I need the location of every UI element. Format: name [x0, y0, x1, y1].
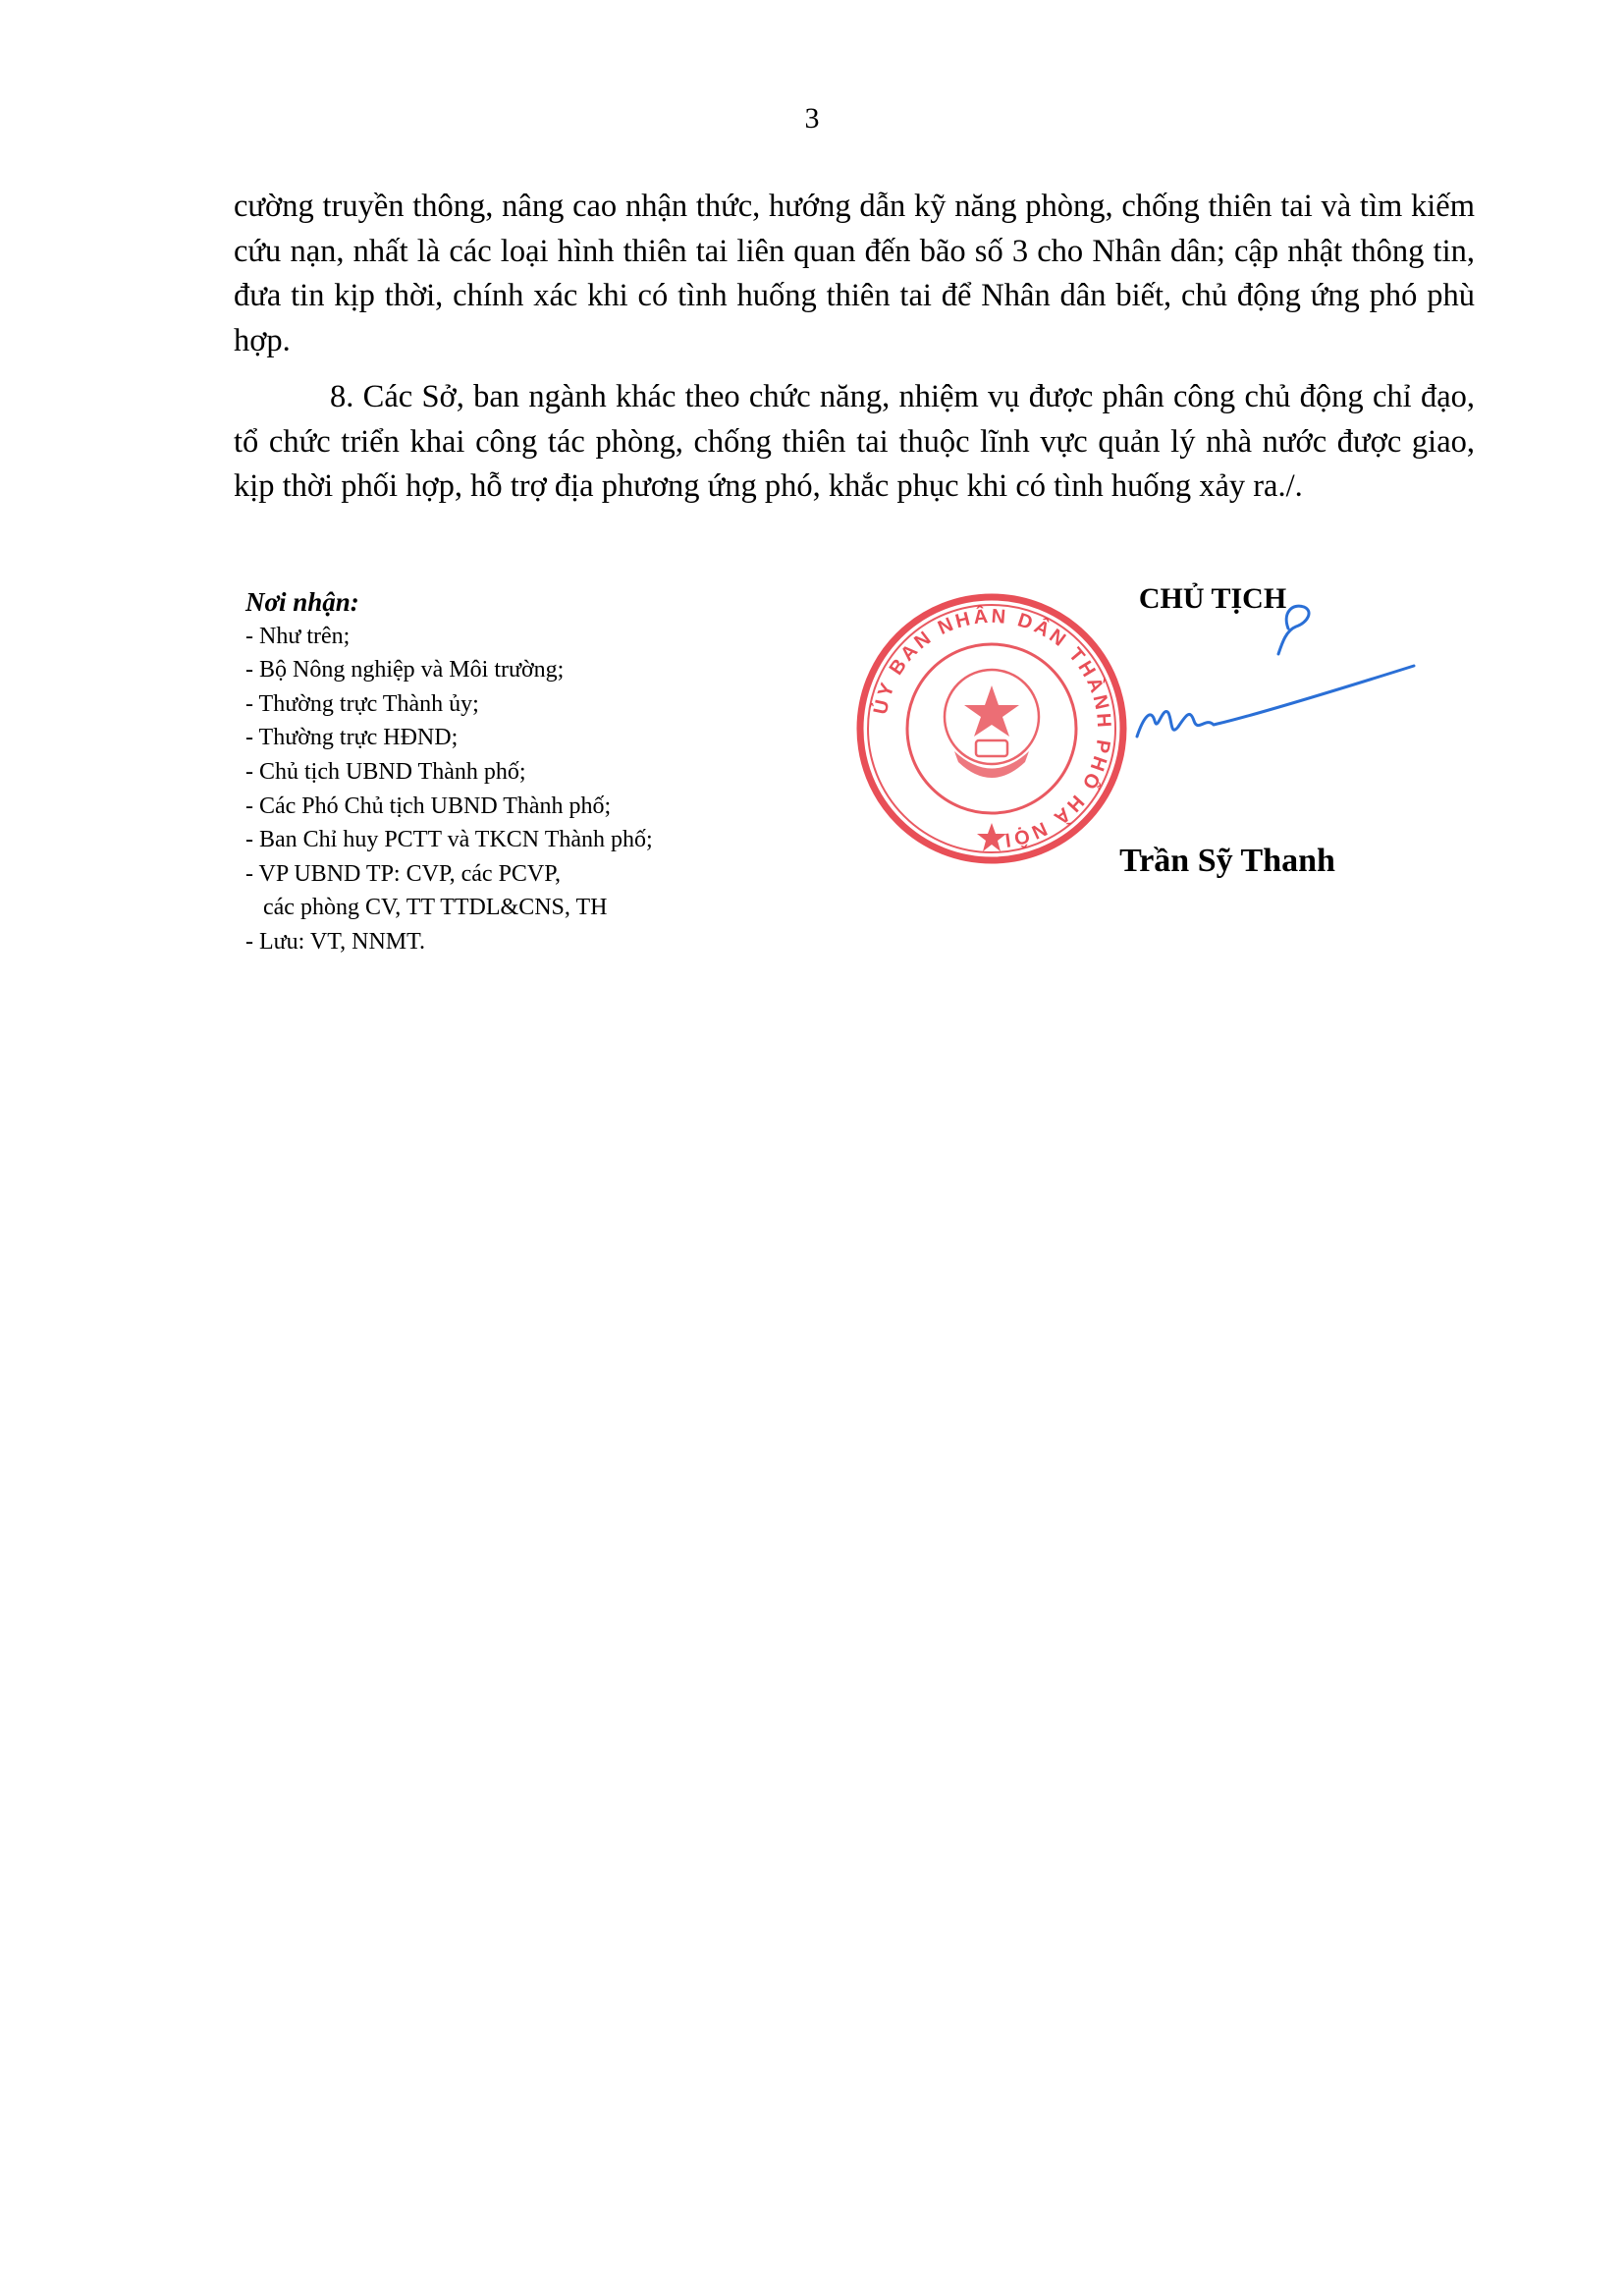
seal-ring-text: ỦY BAN NHÂN DÂN THÀNH PHỐ HÀ NỘI	[869, 605, 1115, 851]
recipient-item: - Lưu: VT, NNMT.	[245, 928, 425, 955]
page-number: 3	[804, 102, 820, 135]
recipients-heading: Nơi nhận:	[245, 587, 359, 617]
body-paragraph-1: cường truyền thông, nâng cao nhận thức, hướng dẫn kỹ năng phòng, chống thiên tai và tìm kiếm cứu nạn, nhất là các loại hình thiên tai liên quan đến bão số 3 cho Nhân dân; cập nhật thông tin, đưa tin kịp thời, chính xác khi có tình huống thiên tai để Nhân dân biết, chủ động ứng phó phù hợp.	[234, 189, 1475, 358]
recipient-item: - Chủ tịch UBND Thành phố;	[245, 758, 526, 785]
recipient-item: các phòng CV, TT TTDL&CNS, TH	[245, 895, 608, 921]
recipient-item: - Các Phó Chủ tịch UBND Thành phố;	[245, 793, 612, 819]
recipient-item: - Bộ Nông nghiệp và Môi trường;	[245, 657, 565, 683]
recipient-item: - Thường trực Thành ủy;	[245, 690, 479, 717]
recipient-item: - Như trên;	[245, 623, 351, 649]
recipient-item: - VP UBND TP: CVP, các PCVP,	[245, 860, 561, 887]
recipient-item: - Ban Chỉ huy PCTT và TKCN Thành phố;	[245, 827, 653, 853]
body-paragraph-2: 8. Các Sở, ban ngành khác theo chức năng, nhiệm vụ được phân công chủ động chỉ đạo, tổ chức triển khai công tác phòng, chống thiên tai thuộc lĩnh vực quản lý nhà nước được giao, kịp thời phối hợp, hỗ trợ địa phương ứng phó, khắc phục khi có tình huống xảy ra./.	[234, 379, 1475, 504]
signer-name: Trần Sỹ Thanh	[1119, 843, 1335, 879]
signer-title: CHỦ TỊCH	[1138, 582, 1287, 615]
recipient-item: - Thường trực HĐND;	[245, 725, 459, 751]
recipients-block	[245, 585, 653, 959]
